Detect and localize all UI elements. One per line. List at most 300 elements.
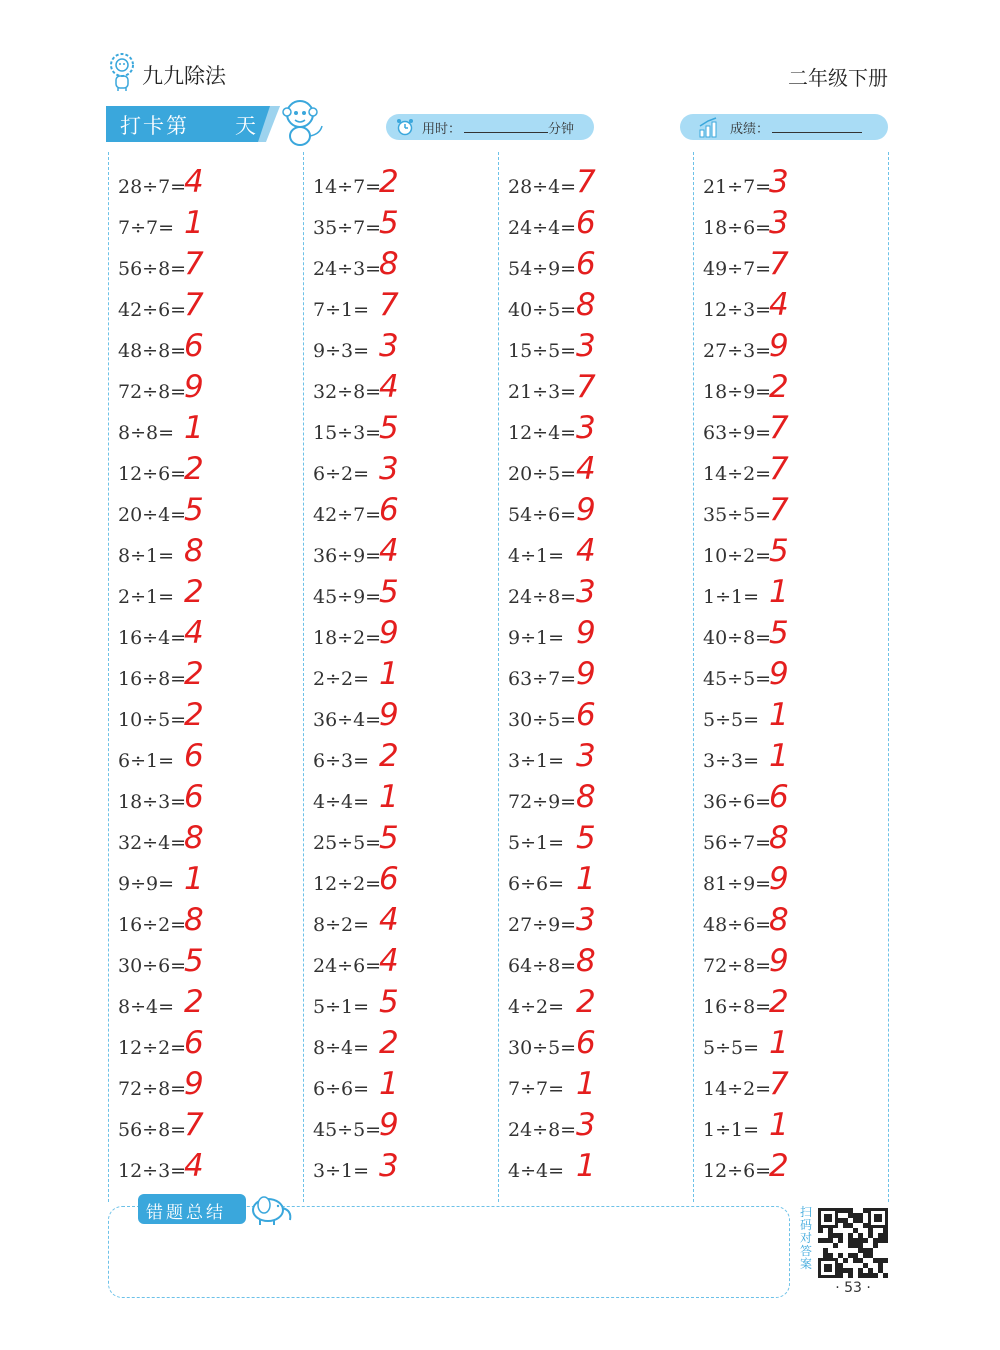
- exercise-row: [693, 445, 888, 486]
- answer[interactable]: 6: [576, 205, 596, 241]
- exercise-row: [303, 650, 498, 691]
- equation: 12÷6=: [703, 1160, 772, 1182]
- exercise-row: [693, 855, 888, 896]
- equation: 56÷7=: [703, 832, 772, 854]
- exercise-row: [693, 814, 888, 855]
- exercise-row: [108, 322, 303, 363]
- answer[interactable]: 6: [769, 779, 789, 815]
- equation: 48÷6=: [703, 914, 772, 936]
- equation: 8÷2=: [313, 914, 370, 936]
- exercise-row: [108, 363, 303, 404]
- answer[interactable]: 2: [184, 984, 204, 1020]
- exercise-row: [108, 937, 303, 978]
- answer[interactable]: 3: [576, 328, 596, 364]
- answer[interactable]: 8: [184, 820, 204, 856]
- equation: 16÷2=: [118, 914, 187, 936]
- exercise-row: [498, 691, 693, 732]
- answer[interactable]: 3: [576, 1107, 596, 1143]
- exercise-row: [108, 814, 303, 855]
- exercise-row: [303, 527, 498, 568]
- answer[interactable]: 1: [184, 861, 204, 897]
- answer[interactable]: 5: [379, 410, 399, 446]
- equation: 12÷4=: [508, 422, 577, 444]
- answer[interactable]: 7: [769, 451, 789, 487]
- header: [108, 48, 888, 98]
- answer[interactable]: 7: [769, 492, 789, 528]
- exercise-row: [108, 527, 303, 568]
- equation: 8÷4=: [118, 996, 175, 1018]
- answer[interactable]: 8: [379, 246, 399, 282]
- equation: 63÷9=: [703, 422, 772, 444]
- exercise-row: [498, 363, 693, 404]
- equation: 15÷5=: [508, 340, 577, 362]
- column-divider: [888, 152, 889, 1202]
- exercise-row: [303, 404, 498, 445]
- answer[interactable]: 7: [576, 369, 596, 405]
- exercise-row: [303, 281, 498, 322]
- exercise-row: [693, 240, 888, 281]
- equation: 32÷4=: [118, 832, 187, 854]
- exercise-row: [498, 1142, 693, 1183]
- equation: 25÷5=: [313, 832, 382, 854]
- answer[interactable]: 5: [184, 943, 204, 979]
- equation: 45÷9=: [313, 586, 382, 608]
- answer[interactable]: 6: [576, 697, 596, 733]
- exercise-row: [693, 650, 888, 691]
- answer[interactable]: 8: [576, 287, 596, 323]
- exercise-row: [498, 609, 693, 650]
- equation: 24÷3=: [313, 258, 382, 280]
- answer[interactable]: 7: [379, 287, 399, 323]
- exercise-row: [303, 609, 498, 650]
- exercise-row: [498, 732, 693, 773]
- answer[interactable]: 2: [184, 451, 204, 487]
- answer[interactable]: 6: [379, 861, 399, 897]
- equation: 9÷3=: [313, 340, 370, 362]
- answer[interactable]: 2: [184, 656, 204, 692]
- equation: 56÷8=: [118, 1119, 187, 1141]
- equation: 54÷6=: [508, 504, 577, 526]
- answer[interactable]: 9: [184, 1066, 204, 1102]
- exercise-row: [303, 363, 498, 404]
- equation: 72÷9=: [508, 791, 577, 813]
- answer[interactable]: 5: [769, 615, 789, 651]
- equation: 7÷7=: [118, 217, 175, 239]
- answer[interactable]: 3: [576, 902, 596, 938]
- exercise-row: [693, 773, 888, 814]
- exercise-row: [108, 1142, 303, 1183]
- exercise-row: [108, 1019, 303, 1060]
- answer[interactable]: 3: [576, 410, 596, 446]
- answer[interactable]: 1: [576, 1148, 596, 1184]
- chart-icon: [698, 116, 720, 138]
- exercise-row: [108, 568, 303, 609]
- exercise-row: [498, 404, 693, 445]
- exercise-row: [303, 322, 498, 363]
- equation: 10÷2=: [703, 545, 772, 567]
- answer[interactable]: 7: [769, 1066, 789, 1102]
- exercise-row: [693, 609, 888, 650]
- equation: 15÷3=: [313, 422, 382, 444]
- answer[interactable]: 3: [379, 451, 399, 487]
- exercise-row: [108, 1101, 303, 1142]
- exercise-row: [303, 158, 498, 199]
- equation: 6÷1=: [118, 750, 175, 772]
- answer[interactable]: 2: [184, 697, 204, 733]
- equation: 12÷3=: [118, 1160, 187, 1182]
- equation: 3÷3=: [703, 750, 760, 772]
- exercise-row: [303, 978, 498, 1019]
- exercise-row: [693, 199, 888, 240]
- exercise-row: [108, 199, 303, 240]
- answer[interactable]: 3: [769, 205, 789, 241]
- exercise-row: [498, 937, 693, 978]
- equation: 54÷9=: [508, 258, 577, 280]
- equation: 14÷2=: [703, 463, 772, 485]
- equation: 1÷1=: [703, 1119, 760, 1141]
- exercise-row: [693, 158, 888, 199]
- exercise-row: [693, 527, 888, 568]
- equation: 32÷8=: [313, 381, 382, 403]
- answer[interactable]: 8: [576, 943, 596, 979]
- answer[interactable]: 6: [184, 738, 204, 774]
- answer[interactable]: 2: [769, 1148, 789, 1184]
- answer[interactable]: 1: [576, 1066, 596, 1102]
- answer[interactable]: 4: [379, 369, 399, 405]
- answer[interactable]: 1: [769, 1025, 789, 1061]
- answer[interactable]: 9: [769, 328, 789, 364]
- equation: 28÷7=: [118, 176, 187, 198]
- equation: 9÷9=: [118, 873, 175, 895]
- equation: 81÷9=: [703, 873, 772, 895]
- scan-label: 扫码对答案: [800, 1205, 813, 1271]
- exercise-row: [693, 896, 888, 937]
- answer[interactable]: 1: [184, 205, 204, 241]
- equation: 64÷8=: [508, 955, 577, 977]
- equation: 16÷8=: [118, 668, 187, 690]
- answer[interactable]: 5: [184, 492, 204, 528]
- answer[interactable]: 4: [379, 943, 399, 979]
- exercise-row: [303, 896, 498, 937]
- answer[interactable]: 1: [379, 1066, 399, 1102]
- answer[interactable]: 4: [576, 533, 596, 569]
- exercise-row: [108, 732, 303, 773]
- exercise-row: [108, 486, 303, 527]
- exercise-row: [108, 240, 303, 281]
- exercise-row: [303, 732, 498, 773]
- exercise-row: [108, 1060, 303, 1101]
- answer[interactable]: 4: [184, 1148, 204, 1184]
- answer[interactable]: 9: [769, 656, 789, 692]
- answer[interactable]: 1: [184, 410, 204, 446]
- exercise-row: [498, 855, 693, 896]
- exercise-row: [498, 486, 693, 527]
- equation: 2÷1=: [118, 586, 175, 608]
- grade-label: 二年级下册: [788, 66, 888, 90]
- equation: 8÷8=: [118, 422, 175, 444]
- equation: 24÷4=: [508, 217, 577, 239]
- equation: 5÷5=: [703, 709, 760, 731]
- equation: 7÷1=: [313, 299, 370, 321]
- equation: 12÷2=: [313, 873, 382, 895]
- exercise-row: [693, 281, 888, 322]
- answer[interactable]: 9: [379, 615, 399, 651]
- exercise-row: [108, 281, 303, 322]
- answer[interactable]: 5: [379, 820, 399, 856]
- exercise-row: [498, 1060, 693, 1101]
- answer[interactable]: 1: [769, 1107, 789, 1143]
- elephant-icon: [248, 1188, 294, 1226]
- exercise-row: [303, 691, 498, 732]
- equation: 42÷6=: [118, 299, 187, 321]
- exercise-row: [108, 896, 303, 937]
- answer[interactable]: 9: [576, 656, 596, 692]
- exercise-row: [498, 978, 693, 1019]
- exercise-row: [108, 650, 303, 691]
- equation: 18÷3=: [118, 791, 187, 813]
- equation: 3÷1=: [313, 1160, 370, 1182]
- equation: 48÷8=: [118, 340, 187, 362]
- answer[interactable]: 3: [379, 1148, 399, 1184]
- exercise-row: [303, 773, 498, 814]
- equation: 24÷6=: [313, 955, 382, 977]
- exercise-row: [303, 568, 498, 609]
- equation: 20÷4=: [118, 504, 187, 526]
- equation: 7÷7=: [508, 1078, 565, 1100]
- exercise-row: [303, 1101, 498, 1142]
- time-field[interactable]: [386, 114, 594, 140]
- exercise-row: [693, 322, 888, 363]
- exercise-row: [693, 732, 888, 773]
- answer[interactable]: 2: [769, 369, 789, 405]
- answer[interactable]: 7: [184, 1107, 204, 1143]
- equation: 63÷7=: [508, 668, 577, 690]
- exercise-row: [498, 281, 693, 322]
- equation: 4÷1=: [508, 545, 565, 567]
- exercise-row: [108, 691, 303, 732]
- exercise-row: [693, 691, 888, 732]
- exercise-row: [693, 568, 888, 609]
- answer[interactable]: 4: [379, 902, 399, 938]
- exercise-row: [693, 1019, 888, 1060]
- equation: 36÷9=: [313, 545, 382, 567]
- equation: 12÷6=: [118, 463, 187, 485]
- equation: 72÷8=: [118, 381, 187, 403]
- exercise-row: [498, 322, 693, 363]
- answer[interactable]: 5: [576, 820, 596, 856]
- equation: 56÷8=: [118, 258, 187, 280]
- answer[interactable]: 7: [184, 287, 204, 323]
- answer[interactable]: 2: [576, 984, 596, 1020]
- exercise-row: [108, 773, 303, 814]
- score-blank[interactable]: [772, 132, 862, 133]
- equation: 8÷1=: [118, 545, 175, 567]
- equation: 21÷7=: [703, 176, 772, 198]
- equation: 30÷6=: [118, 955, 187, 977]
- exercise-row: [498, 568, 693, 609]
- answer[interactable]: 4: [379, 533, 399, 569]
- equation: 2÷2=: [313, 668, 370, 690]
- equation: 10÷5=: [118, 709, 187, 731]
- exercise-row: [303, 855, 498, 896]
- equation: 6÷2=: [313, 463, 370, 485]
- time-blank[interactable]: [464, 132, 548, 133]
- exercise-row: [303, 445, 498, 486]
- exercise-row: [693, 978, 888, 1019]
- answer[interactable]: 8: [769, 902, 789, 938]
- equation: 24÷8=: [508, 1119, 577, 1141]
- equation: 5÷1=: [508, 832, 565, 854]
- answer[interactable]: 6: [379, 492, 399, 528]
- exercise-row: [303, 1019, 498, 1060]
- equation: 16÷8=: [703, 996, 772, 1018]
- exercise-row: [498, 896, 693, 937]
- equation: 12÷3=: [703, 299, 772, 321]
- answer[interactable]: 9: [576, 615, 596, 651]
- equation: 72÷8=: [118, 1078, 187, 1100]
- answer[interactable]: 8: [769, 820, 789, 856]
- answer[interactable]: 2: [379, 738, 399, 774]
- answer[interactable]: 3: [576, 574, 596, 610]
- time-label: 用时：: [422, 122, 462, 137]
- answer[interactable]: 6: [576, 246, 596, 282]
- equation: 18÷2=: [313, 627, 382, 649]
- exercise-row: [498, 814, 693, 855]
- answer[interactable]: 9: [184, 369, 204, 405]
- answer[interactable]: 5: [379, 574, 399, 610]
- answer[interactable]: 9: [576, 492, 596, 528]
- exercise-row: [693, 486, 888, 527]
- exercise-row: [303, 240, 498, 281]
- answer[interactable]: 1: [769, 738, 789, 774]
- equation: 72÷8=: [703, 955, 772, 977]
- answer[interactable]: 3: [379, 328, 399, 364]
- equation: 36÷4=: [313, 709, 382, 731]
- answer[interactable]: 5: [379, 984, 399, 1020]
- answer[interactable]: 1: [379, 656, 399, 692]
- answer[interactable]: 2: [184, 574, 204, 610]
- equation: 27÷9=: [508, 914, 577, 936]
- exercise-row: [693, 1060, 888, 1101]
- exercise-row: [498, 1019, 693, 1060]
- equation: 1÷1=: [703, 586, 760, 608]
- answer[interactable]: 4: [184, 615, 204, 651]
- checkin-label: 打卡第 天: [120, 114, 258, 138]
- exercise-row: [693, 363, 888, 404]
- score-field[interactable]: [680, 114, 888, 140]
- exercise-row: [498, 199, 693, 240]
- answer[interactable]: 8: [184, 902, 204, 938]
- answer[interactable]: 7: [769, 246, 789, 282]
- answer[interactable]: 8: [576, 779, 596, 815]
- monkey-icon: [278, 98, 326, 148]
- equation: 14÷2=: [703, 1078, 772, 1100]
- answer[interactable]: 1: [769, 697, 789, 733]
- exercise-row: [498, 773, 693, 814]
- exercise-row: [693, 1101, 888, 1142]
- equation: 4÷4=: [508, 1160, 565, 1182]
- time-unit: 分钟: [548, 122, 575, 137]
- equation: 4÷4=: [313, 791, 370, 813]
- exercise-row: [303, 486, 498, 527]
- answer[interactable]: 8: [184, 533, 204, 569]
- answer[interactable]: 9: [379, 1107, 399, 1143]
- answer[interactable]: 3: [769, 164, 789, 200]
- equation: 18÷6=: [703, 217, 772, 239]
- answer[interactable]: 9: [769, 861, 789, 897]
- exercise-row: [498, 445, 693, 486]
- equation: 18÷9=: [703, 381, 772, 403]
- exercise-row: [108, 404, 303, 445]
- exercise-row: [108, 978, 303, 1019]
- exercise-row: [693, 1142, 888, 1183]
- equation: 4÷2=: [508, 996, 565, 1018]
- answer[interactable]: 3: [576, 738, 596, 774]
- answer[interactable]: 2: [769, 984, 789, 1020]
- answer[interactable]: 1: [576, 861, 596, 897]
- equation: 24÷8=: [508, 586, 577, 608]
- answer[interactable]: 4: [769, 287, 789, 323]
- exercise-row: [108, 609, 303, 650]
- answer[interactable]: 6: [184, 328, 204, 364]
- equation: 6÷6=: [508, 873, 565, 895]
- exercise-row: [498, 650, 693, 691]
- exercise-row: [108, 445, 303, 486]
- answer[interactable]: 7: [576, 164, 596, 200]
- answer[interactable]: 4: [576, 451, 596, 487]
- answer[interactable]: 4: [184, 164, 204, 200]
- equation: 21÷3=: [508, 381, 577, 403]
- page-number: · 53 ·: [835, 1280, 871, 1296]
- equation: 40÷5=: [508, 299, 577, 321]
- answer[interactable]: 2: [379, 1025, 399, 1061]
- exercise-row: [108, 158, 303, 199]
- equation: 12÷2=: [118, 1037, 187, 1059]
- answer[interactable]: 6: [184, 1025, 204, 1061]
- answer[interactable]: 6: [576, 1025, 596, 1061]
- answer[interactable]: 7: [184, 246, 204, 282]
- equation: 42÷7=: [313, 504, 382, 526]
- equation: 45÷5=: [703, 668, 772, 690]
- equation: 6÷6=: [313, 1078, 370, 1100]
- page-title: 九九除法: [142, 64, 226, 88]
- answer[interactable]: 5: [379, 205, 399, 241]
- exercise-grid: [108, 152, 888, 1202]
- equation: 45÷5=: [313, 1119, 382, 1141]
- lion-icon: [108, 52, 136, 92]
- answer[interactable]: 9: [379, 697, 399, 733]
- equation: 30÷5=: [508, 709, 577, 731]
- answer[interactable]: 6: [184, 779, 204, 815]
- exercise-row: [498, 240, 693, 281]
- exercise-row: [498, 527, 693, 568]
- exercise-row: [303, 199, 498, 240]
- answer[interactable]: 1: [379, 779, 399, 815]
- equation: 6÷3=: [313, 750, 370, 772]
- exercise-row: [108, 855, 303, 896]
- answer[interactable]: 7: [769, 410, 789, 446]
- qr-code-icon[interactable]: [818, 1208, 888, 1278]
- answer[interactable]: 2: [379, 164, 399, 200]
- summary-label: 错题总结: [146, 1203, 226, 1223]
- answer[interactable]: 5: [769, 533, 789, 569]
- equation: 40÷8=: [703, 627, 772, 649]
- equation: 27÷3=: [703, 340, 772, 362]
- answer[interactable]: 1: [769, 574, 789, 610]
- equation: 35÷5=: [703, 504, 772, 526]
- equation: 49÷7=: [703, 258, 772, 280]
- answer[interactable]: 9: [769, 943, 789, 979]
